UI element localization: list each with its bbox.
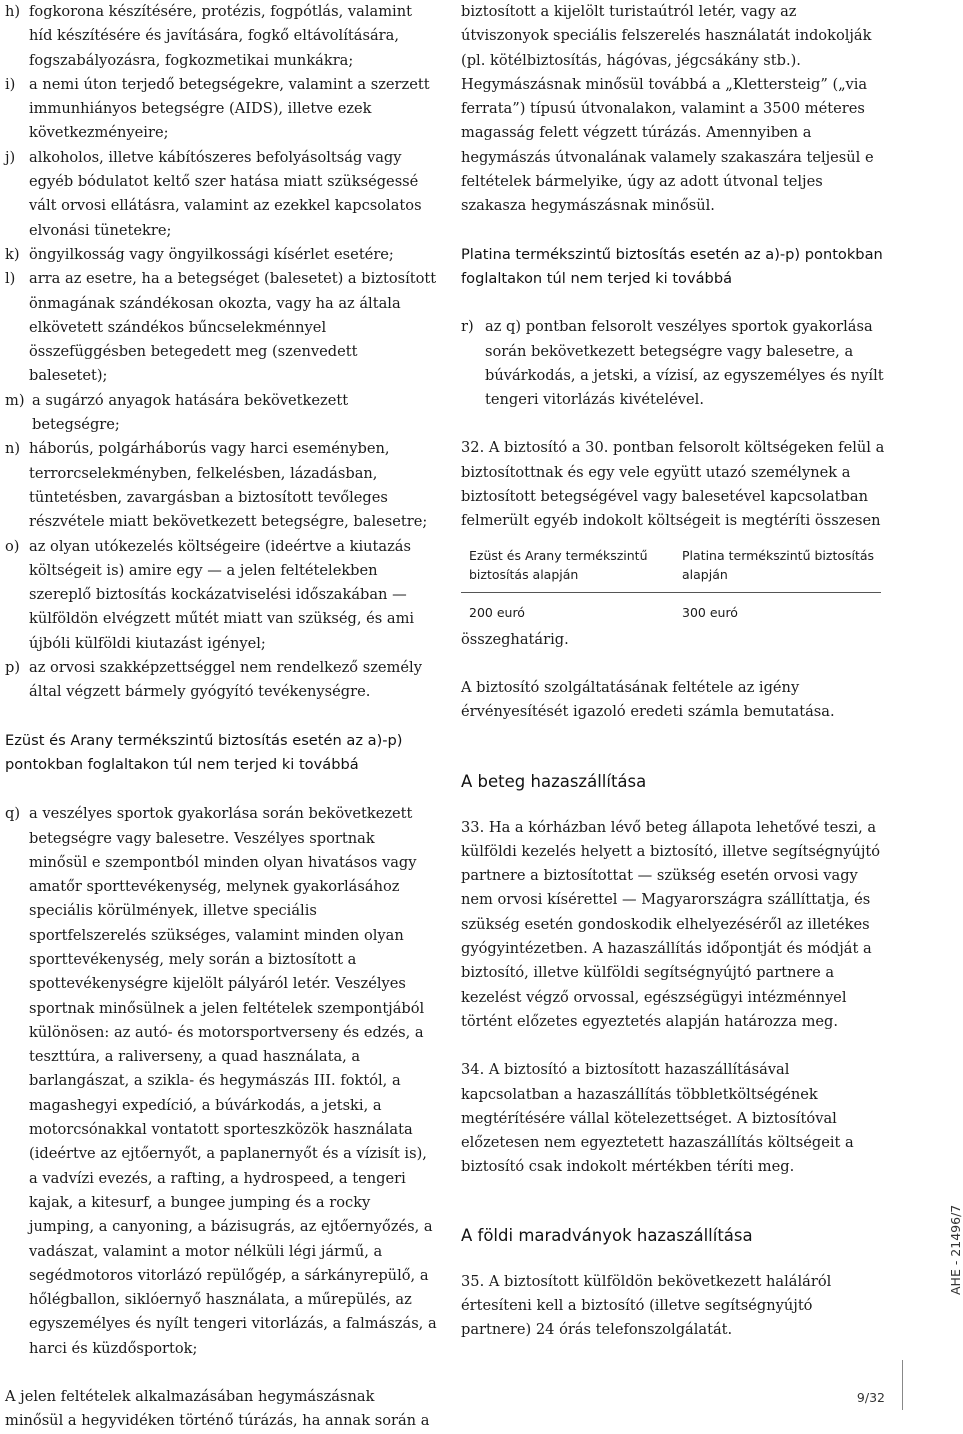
list-item bbox=[5, 535, 437, 656]
paragraph-invoice: A biztosító szolgáltatásának feltétele az igény érvényesítését igazoló eredeti számla bemutatása. bbox=[461, 678, 835, 721]
footer-divider bbox=[902, 1360, 903, 1410]
list-item bbox=[5, 656, 437, 705]
list-marker: m) bbox=[5, 391, 25, 409]
list-text: a nemi úton terjedő betegségekre, valamint a szerzett immunhiányos betegségre (AIDS), illetve ezek következményeire; bbox=[29, 75, 430, 142]
heading-remains-transport: A földi maradványok hazaszállítása bbox=[461, 1225, 753, 1245]
list-item-r bbox=[461, 315, 886, 412]
list-item bbox=[5, 389, 437, 438]
list-text: öngyilkosság vagy öngyilkossági kísérlet esetére; bbox=[29, 245, 394, 263]
left-column bbox=[5, 0, 437, 1434]
list-text: a sugárzó anyagok hatására bekövetkezett betegségre; bbox=[32, 391, 349, 434]
paragraph-34: 34. A biztosító a biztosított hazaszállításával kapcsolatban a hazaszállítás többletköltségének megtérítésére vállal kötelezettséget. A biztosítóval előzetesen nem egyeztetett hazaszállítás költségeit a biztosító csak indokolt mértékben téríti meg. bbox=[461, 1061, 854, 1176]
paragraph-32: 32. A biztosító a 30. pontban felsorolt költségeken felül a biztosítottnak és egy vele együtt utazó személynek a biztosított betegségével vagy balesetével kapcsolatban felmerült egyéb indokolt költségeit is megtéríti összesen bbox=[461, 439, 885, 530]
table-header-platina: Platina termékszintű biztosítás alapján bbox=[674, 546, 881, 593]
list-item bbox=[5, 0, 437, 73]
list-text: arra az esetre, ha a betegséget (balesetet) a biztosított önmagának szándékosan okozta, vagy ha az általa elkövetett szándékos bűncselekménnyel összefüggésben betegedett meg (szenvedett balesetet); bbox=[29, 270, 437, 385]
list-item-q bbox=[5, 802, 437, 1361]
list-marker: n) bbox=[5, 440, 21, 458]
list-text: a veszélyes sportok gyakorlása során bekövetkezett betegségre vagy balesetre. Veszélyes sportnak minősül e szempontból minden olyan hivatásos vagy amatőr sporttevékenység, melynek gyakorlásához speciális körülmények, illetve speciális sportfelszerelés szükséges, valamint minden olyan sporttevékenység, mely során a biztosított a spottevékenységre kijelölt pályáról letér. Veszélyes sportnak minősülnek a jelen feltételek szempontjából különösen: az autó- és motorsportverseny és edzés, a teszttúra, a raliverseny, a quad használata, a barlangászat, a szikla- és hegymászás III. foktól, a magashegyi expedíció, a búvárkodás, a jetski, a motorcsónakkal vontatott sporteszközök használata (ideértve az ejtőernyőt, a paplanernyőt és a vízisít is), a vadvízi evezés, a rafting, a hydrospeed, a tengeri kajak, a kitesurf, a bungee jumping és a rocky jumping, a canyoning, a bázisugrás, az ejtőernyőzés, a vadászat, valamint a motor nélküli légi jármű, a segédmotoros vitorlázó repülőgép, a sárkányrepülő, a hőlégballon, siklóernyő használata, a műrepülés, az egyszemélyes és nyílt tengeri vitorlázás, a falmászás, a harci és küzdősportok; bbox=[29, 805, 437, 1357]
list-item bbox=[5, 146, 437, 243]
list-marker: p) bbox=[5, 659, 21, 677]
paragraph-limit: összeghatárig. bbox=[461, 630, 569, 648]
list-item bbox=[5, 267, 437, 388]
list-item bbox=[5, 437, 437, 534]
table-value-platina: 300 euró bbox=[682, 604, 738, 620]
list-text: az orvosi szakképzettséggel nem rendelkező személy által végzett bármely gyógyító tevékenységre. bbox=[29, 659, 422, 701]
heading-patient-transport: A beteg hazaszállítása bbox=[461, 771, 647, 791]
list-marker: q) bbox=[5, 805, 21, 823]
list-marker: k) bbox=[5, 245, 20, 263]
list-marker: o) bbox=[5, 537, 20, 555]
table-header-silver-gold: Ezüst és Arany termékszintű biztosítás alapján bbox=[461, 546, 674, 593]
page-number: 9/32 bbox=[856, 1390, 885, 1405]
paragraph-climbing-continued: biztosított a kijelölt turistaútról letér, vagy az útviszonyok speciális felszerelés használatát indokolják (pl. kötélbiztosítás, hágóvas, jégcsákány stb.). Hegymászásnak minősül továbbá a „Klettersteig” („via ferrata”) típusú útvonalakon, valamint a 3500 méteres magasság felett végzett túrázás. Amennyiben a hegymászás útvonalának valamely szakaszára teljesül e feltételek bármelyike, úgy az adott útvonal teljes szakasza hegymászásnak minősül. bbox=[461, 3, 874, 215]
heading-platina: Platina termékszintű biztosítás esetén az a)-p) pontokban foglaltakon túl nem terjed ki továbbá bbox=[461, 245, 883, 287]
list-text: az q) pontban felsorolt veszélyes sportok gyakorlása során bekövetkezett betegségre vagy balesetre, a búvárkodás, a jetski, a vízisí, az egyszemélyes és nyílt tengeri vitorlázás kivételével. bbox=[485, 318, 884, 409]
list-marker: l) bbox=[5, 270, 16, 288]
table-value-silver-gold: 200 euró bbox=[469, 604, 525, 620]
list-text: fogkorona készítésére, protézis, fogpótlás, valamint híd készítésére és javítására, fogkő eltávolítására, fogszabályozásra, fogkozmetikai munkákra; bbox=[29, 3, 412, 69]
list-marker: j) bbox=[5, 148, 16, 166]
list-text: háborús, polgárháborús vagy harci eseményben, terrorcselekményben, felkelésben, lázadásban, tüntetésben, zavargásban a biztosított tevőleges részvétele miatt bekövetkezett betegségre, balesetre; bbox=[29, 440, 428, 531]
list-marker: r) bbox=[461, 318, 474, 336]
heading-silver-gold: Ezüst és Arany termékszintű biztosítás esetén az a)-p) pontokban foglaltakon túl nem terjed ki továbbá bbox=[5, 731, 403, 773]
document-code: AHE - 21496/7 bbox=[948, 1204, 963, 1295]
table-header-row bbox=[461, 546, 881, 593]
paragraph-climbing: A jelen feltételek alkalmazásában hegymászásnak minősül a hegyvidéken történő túrázás, ha annak során a bbox=[5, 1388, 430, 1430]
list-marker: i) bbox=[5, 75, 16, 93]
limit-table bbox=[461, 546, 881, 622]
list-item bbox=[5, 73, 437, 146]
paragraph-35: 35. A biztosított külföldön bekövetkezett haláláról értesíteni kell a biztosító (illetve segítségnyújtó partnere) 24 órás telefonszolgálatát. bbox=[461, 1272, 832, 1339]
list-marker: h) bbox=[5, 3, 21, 20]
paragraph-33: 33. Ha a kórházban lévő beteg állapota lehetővé teszi, a külföldi kezelés helyett a biztosító, illetve segítségnyújtó partnere a biztosítottat — szükség esetén orvosi vagy nem orvosi kísérettel — Magyarországra szállíttatja, és szükség esetén gondoskodik elhelyezéséről az illetékes gyógyintézetben. A hazaszállítás időpontját és módját a biztosító, illetve külföldi segítségnyújtó partnere a kezelést végző orvossal, egészségügyi intézménnyel történt előzetes egyeztetés alapján határozza meg. bbox=[461, 818, 881, 1030]
list-text: alkoholos, illetve kábítószeres befolyásoltság vagy egyéb bódulatot keltő szer hatása miatt szükségessé vált orvosi ellátásra, valamint az ezekkel kapcsolatos elvonási tünetekre; bbox=[29, 148, 422, 239]
right-column bbox=[461, 0, 886, 1343]
list-text: az olyan utókezelés költségeire (ideértve a kiutazás költségeit is) amire egy — a jelen feltételekben szereplő biztosítás kockázatviselési időszakában — külföldön elvégzett műtét miatt van szükség, és ami újbóli külföldi kiutazást igényel; bbox=[29, 537, 415, 652]
list-item bbox=[5, 243, 437, 267]
exclusion-list-a bbox=[5, 0, 437, 705]
table-row bbox=[461, 592, 881, 622]
